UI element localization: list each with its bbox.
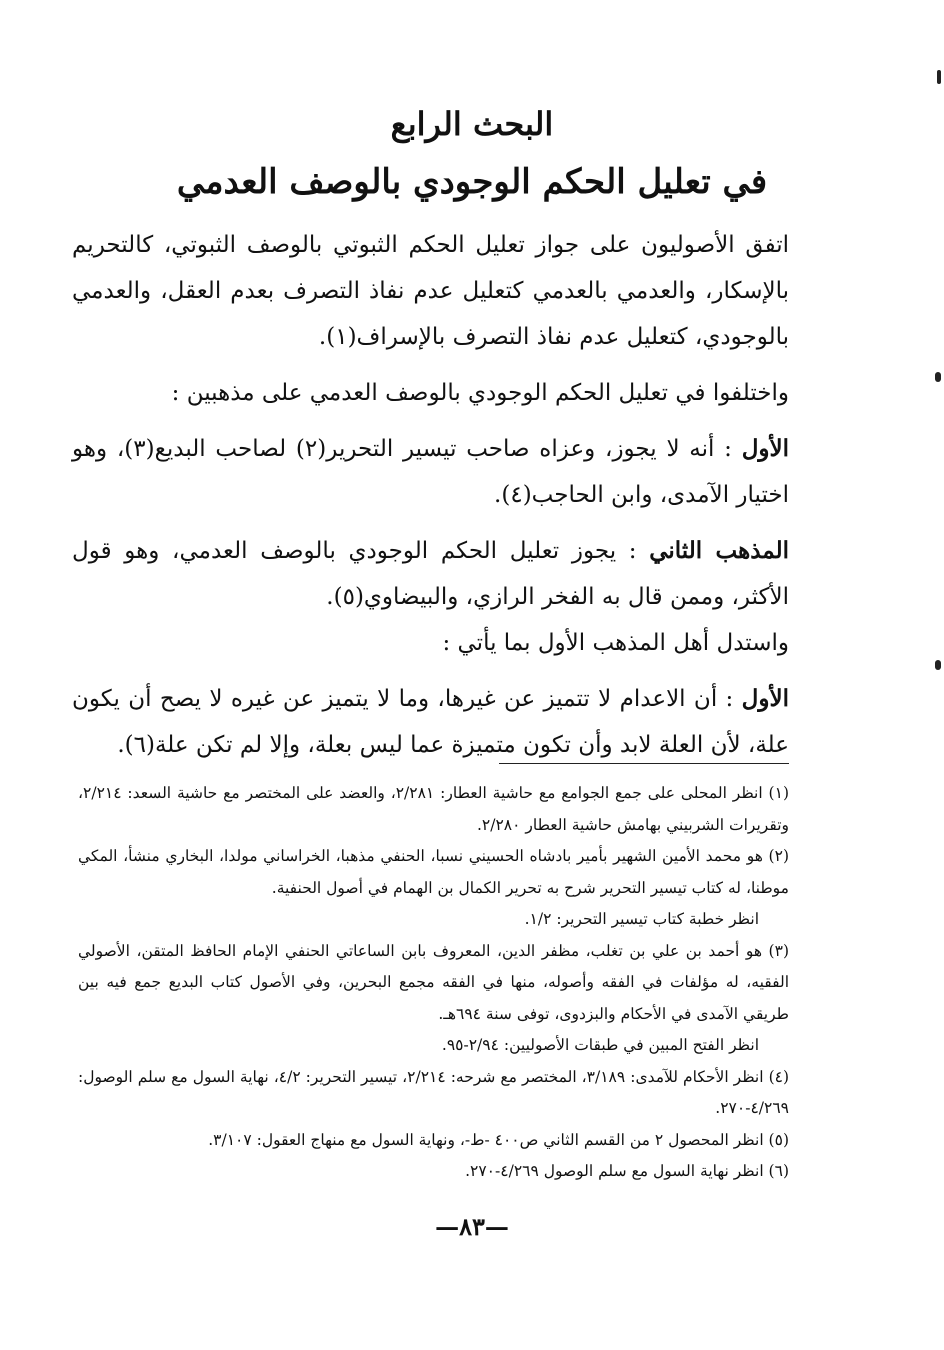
footnote: (١) انظر المحلى على جمع الجوامع مع حاشية العطار: ٢/٢٨١، والعضد على المختصر مع حاشية السعد: ٢/٢١٤، وتقريرات الشربيني بهامش حاشية العطار ٢/٢٨٠. xyxy=(78,784,789,834)
main-text xyxy=(72,222,789,768)
paragraph: الأول : أنه لا يجوز، وعزاه صاحب تيسير التحرير(٢) لصاحب البديع(٣)، وهو اختيار الآمدى، وابن الحاجب(٤). xyxy=(72,435,790,508)
footnote: (٣) هو أحمد بن علي بن تغلب، مظفر الدين، المعروف بابن الساعاتي الحنفي الإمام الحافظ المتقن، الأصولي الفقيه، له مؤلفات في الفقه وأصوله، منها في الفقه مجمع البحرين، وفي الأصول كتاب البديع جمع فيه بين طريقي الآمدى في الأحكام والبزدوى، توفى سنة ٦٩٤هـ. xyxy=(78,941,789,1023)
scan-mark xyxy=(937,70,941,84)
footnote: انظر خطبة كتاب تيسير التحرير: ١/٢. xyxy=(524,910,759,928)
paragraph: الأول : أن الاعدام لا تتميز عن غيرها، وما لا يتميز عن غيره لا يصح أن يكون علة، لأن العلة لابد وأن تكون متميزة عما ليس بعلة، وإلا لم تكن علة(٦). xyxy=(72,685,789,758)
page-number: —٨٣— xyxy=(435,1212,509,1241)
paragraph-lead: الأول xyxy=(741,685,789,712)
footnote: (٢) هو محمد الأمين الشهير بأمير بادشاه الحسيني نسبا، الحنفي مذهبا، الخراساني مولدا، البخاري منشأ، المكي موطنا، له كتاب تيسير التحرير شرح به تحرير الكمال بن الهمام في أصول الحنفية. xyxy=(78,847,789,897)
footnote: (٤) انظر الأحكام للآمدى: ٣/١٨٩، المختصر مع شرحه: ٢/٢١٤، تيسير التحرير: ٤/٢، نهاية السول مع سلم الوصول: ٤/٢٦٩-٢٧٠. xyxy=(78,1067,790,1117)
section-subtitle: في تعليل الحكم الوجودي بالوصف العدمي xyxy=(176,162,768,202)
footnote: انظر الفتح المبين في طبقات الأصوليين: ٢/٩٤-٩٥. xyxy=(441,1036,759,1054)
footnote-divider xyxy=(499,763,789,764)
footnotes xyxy=(78,778,789,1188)
footnote: (٦) انظر نهاية السول مع سلم الوصول ٤/٢٦٩-٢٧٠. xyxy=(465,1162,789,1180)
section-title: البحث الرابع xyxy=(390,105,554,143)
paragraph-lead: المذهب الثاني xyxy=(649,537,789,564)
scan-mark xyxy=(935,372,941,382)
scan-mark xyxy=(935,660,941,670)
paragraph: واستدل أهل المذهب الأول بما يأتي : xyxy=(442,630,789,656)
paragraph-lead: الأول xyxy=(741,435,790,462)
paragraph: واختلفوا في تعليل الحكم الوجودي بالوصف العدمي على مذهبين : xyxy=(171,380,789,406)
footnote: (٥) انظر المحصول ٢ من القسم الثاني ص٤٠٠ -ط-، ونهاية السول مع منهاج العقول: ٣/١٠٧. xyxy=(208,1130,789,1149)
paragraph: المذهب الثاني : يجوز تعليل الحكم الوجودي بالوصف العدمي، وهو قول الأكثر، وممن قال به الفخر الرازي، والبيضاوي(٥). xyxy=(72,537,789,610)
paragraph: اتفق الأصوليون على جواز تعليل الحكم الثبوتي بالوصف الثبوتي، كالتحريم بالإسكار، والعدمي بالعدمي كتعليل عدم نفاذ التصرف بعدم العقل، والعدمي بالوجودي، كتعليل عدم نفاذ التصرف بالإسراف(١). xyxy=(72,232,789,350)
